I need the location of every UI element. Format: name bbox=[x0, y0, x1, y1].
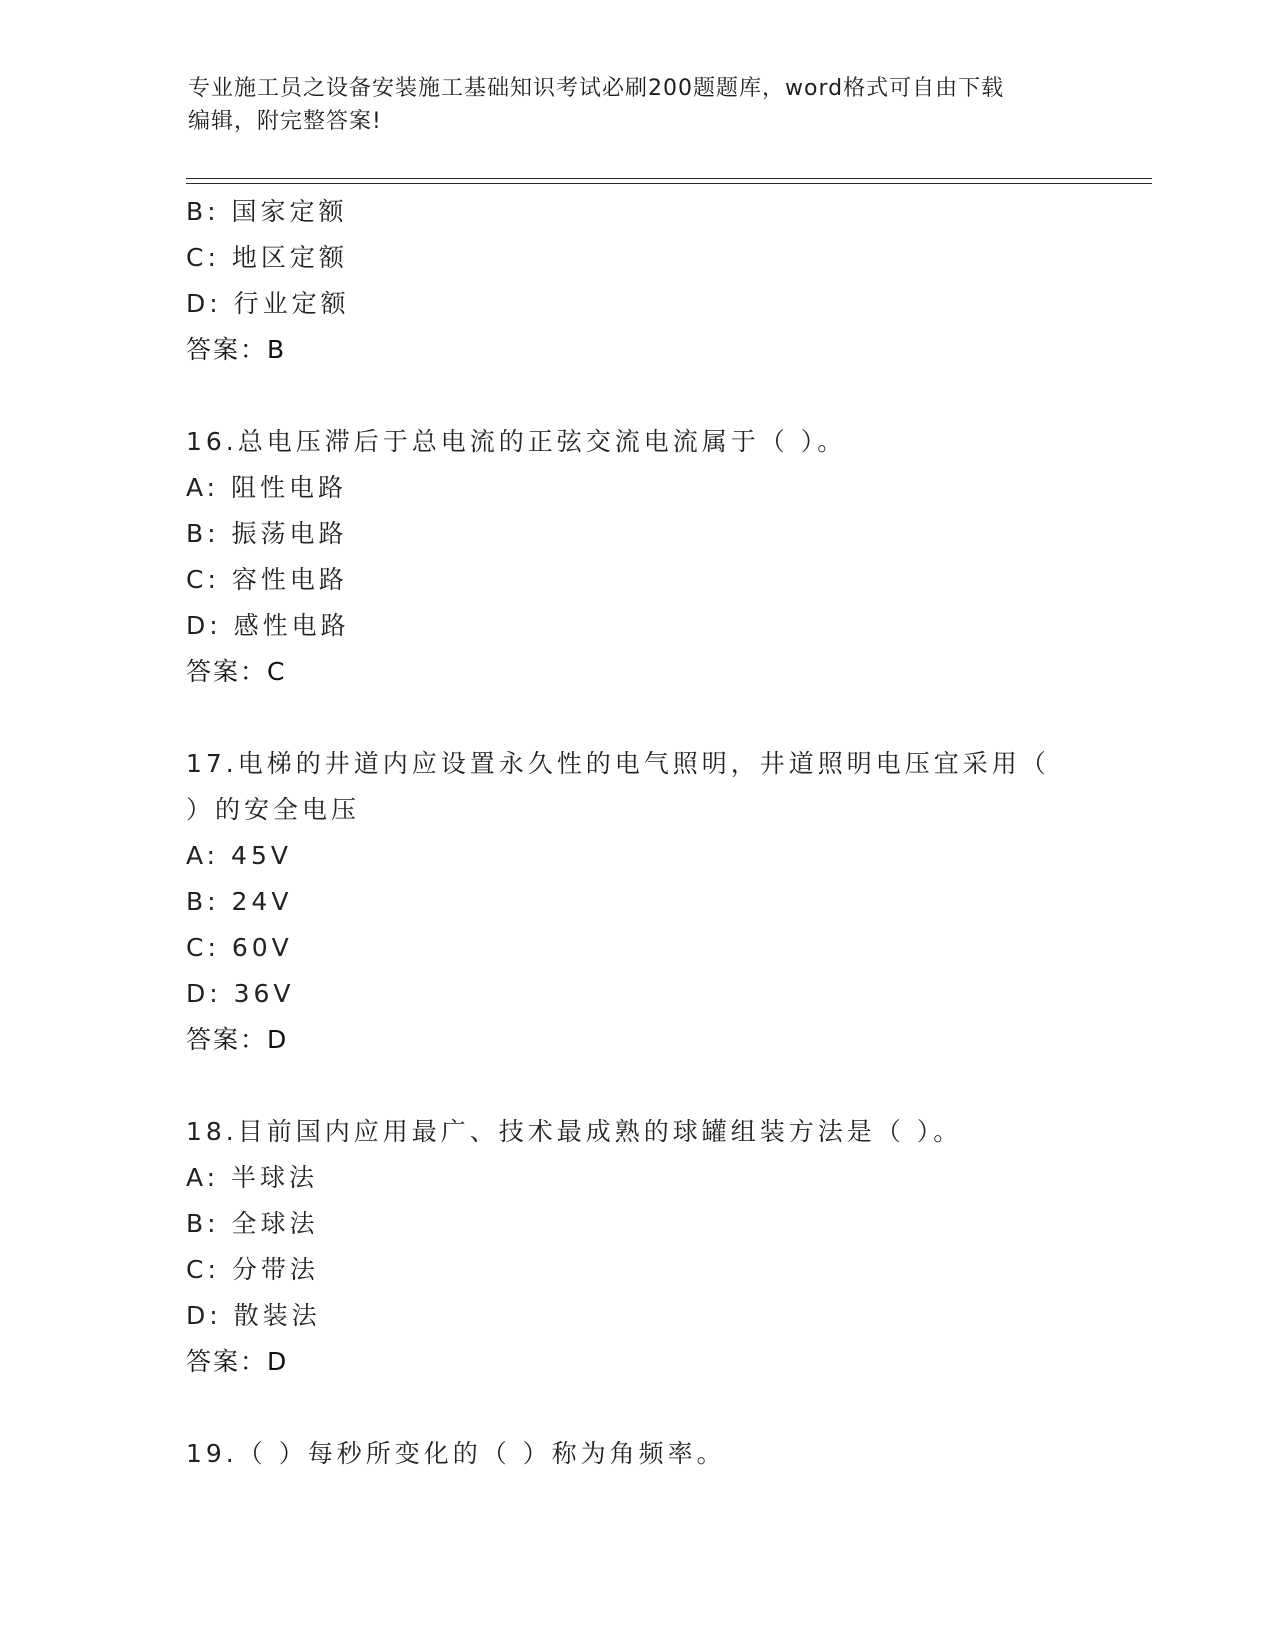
question-text-line-2: ）的安全电压 bbox=[186, 795, 361, 824]
question-19 bbox=[186, 1431, 1152, 1477]
spacer bbox=[186, 695, 1152, 741]
option-a: A: 阻性电路 bbox=[186, 473, 348, 502]
question-text: 19.（ ）每秒所变化的（ ）称为角频率。 bbox=[186, 1439, 726, 1468]
question-15 bbox=[186, 189, 1152, 373]
question-list bbox=[186, 189, 1152, 1477]
answer: 答案：C bbox=[186, 657, 287, 686]
header-title-line-1: 专业施工员之设备安装施工基础知识考试必刷200题题库，word格式可自由下载 bbox=[188, 76, 1005, 101]
answer: 答案：D bbox=[186, 1025, 289, 1054]
header-divider-top bbox=[186, 178, 1152, 179]
spacer bbox=[186, 1063, 1152, 1109]
option-d: D: 行业定额 bbox=[186, 289, 350, 318]
spacer bbox=[186, 1385, 1152, 1431]
question-16 bbox=[186, 419, 1152, 695]
option-c: C: 分带法 bbox=[186, 1255, 319, 1284]
option-b: B: 全球法 bbox=[186, 1209, 319, 1238]
option-c: C: 容性电路 bbox=[186, 565, 348, 594]
option-b: B: 24V bbox=[186, 887, 293, 916]
option-b: B: 国家定额 bbox=[186, 197, 348, 226]
option-a: A: 45V bbox=[186, 841, 292, 870]
question-17 bbox=[186, 741, 1152, 1063]
option-a: A: 半球法 bbox=[186, 1163, 319, 1192]
answer: 答案：D bbox=[186, 1347, 289, 1376]
header-title-line-2: 编辑，附完整答案! bbox=[188, 109, 382, 134]
question-text: 18.目前国内应用最广、技术最成熟的球罐组装方法是（ ）。 bbox=[186, 1117, 963, 1146]
document-header bbox=[188, 72, 1088, 138]
option-c: C: 地区定额 bbox=[186, 243, 348, 272]
option-d: D: 感性电路 bbox=[186, 611, 350, 640]
question-text: 16.总电压滞后于总电流的正弦交流电流属于（ ）。 bbox=[186, 427, 847, 456]
spacer bbox=[186, 373, 1152, 419]
question-text-line-1: 17.电梯的井道内应设置永久性的电气照明，井道照明电压宜采用（ bbox=[186, 749, 1050, 778]
option-c: C: 60V bbox=[186, 933, 293, 962]
option-b: B: 振荡电路 bbox=[186, 519, 348, 548]
option-d: D: 散装法 bbox=[186, 1301, 321, 1330]
question-18 bbox=[186, 1109, 1152, 1385]
header-divider-bottom bbox=[186, 183, 1152, 184]
option-d: D: 36V bbox=[186, 979, 295, 1008]
answer: 答案：B bbox=[186, 335, 287, 364]
